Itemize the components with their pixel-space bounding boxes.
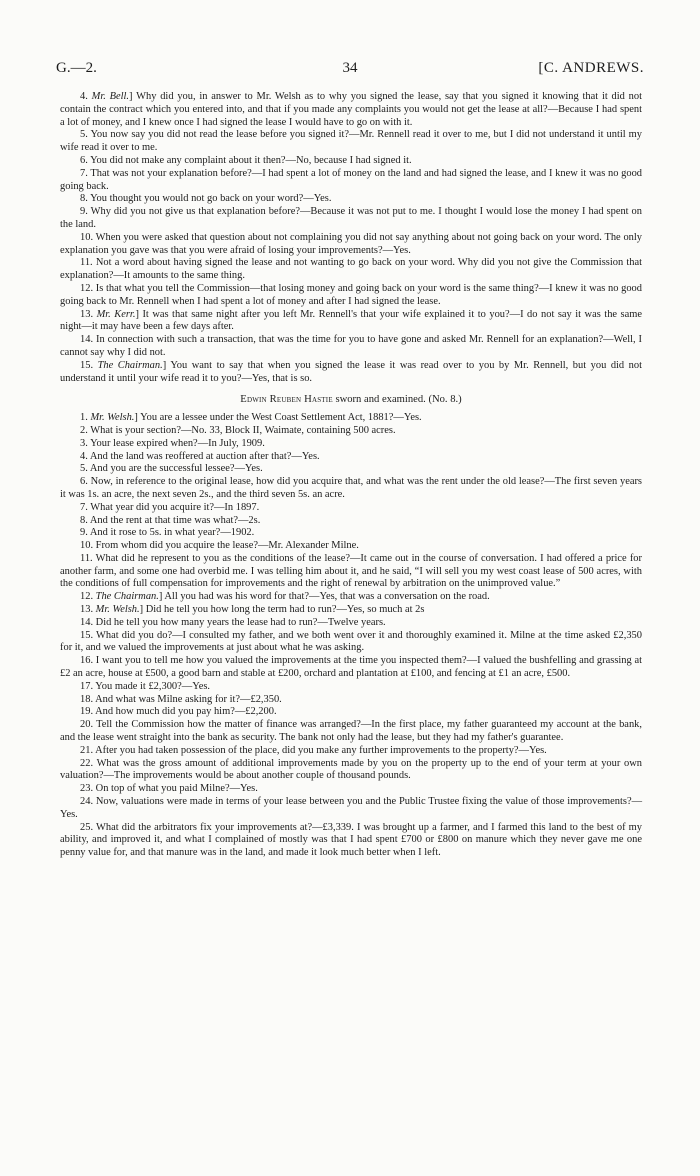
speaker-bracket: ] — [162, 359, 171, 371]
question-number: 1. — [80, 412, 88, 424]
qa-text: Why did you, in answer to Mr. Welsh as to why you signed the lease, say that you signed it knowing that it did not contain the contract which you entered into, and that if you made any complaints you would not get the lease at all?—Because I had spent a lot of money, and I knew once I had signed the lease I would have to go on with it. — [60, 91, 643, 128]
question-number: 5. — [80, 129, 88, 141]
qa-paragraph — [60, 193, 642, 206]
qa-paragraph — [60, 681, 642, 694]
witness-heading — [60, 394, 642, 407]
question-number: 18. — [80, 693, 94, 705]
qa-paragraph — [60, 617, 642, 630]
testimony-section-andrews — [60, 91, 642, 385]
qa-text: After you had taken possession of the place, did you make any further improvements to the property?—Yes. — [95, 744, 547, 756]
question-number: 10. — [80, 231, 94, 243]
qa-text: You now say you did not read the lease before you signed it?—Mr. Rennell read it over to me, but I did not understand it until my wife read it over to me. — [60, 129, 642, 154]
qa-paragraph — [60, 451, 642, 464]
qa-paragraph — [60, 553, 642, 591]
question-number: 4. — [80, 450, 88, 462]
speaker-name: Mr. Welsh. — [95, 604, 140, 616]
question-number: 16. — [80, 655, 94, 667]
qa-paragraph — [60, 694, 642, 707]
testimony-section-hastie — [60, 412, 642, 860]
qa-paragraph — [60, 129, 642, 155]
qa-text: You want to say that when you signed the lease it was read over to you by Mr. Rennell, but you did not understand it until your wife read it to you?—Yes, that is so. — [60, 359, 643, 384]
qa-text: Now, in reference to the original lease, how did you acquire that, and what was the rent under the old lease?—The first seven years it was 1s. an acre, the next seven 2s., and the third seven 5s. an acre. — [60, 476, 642, 500]
question-number: 6. — [80, 476, 88, 488]
qa-text: That was not your explanation before?—I had spent a lot of money on the land and had signed the lease, and I knew it was no good going back. — [60, 167, 643, 192]
qa-paragraph — [60, 527, 642, 540]
question-number: 23. — [80, 783, 94, 795]
question-number: 15. — [80, 629, 94, 641]
qa-paragraph — [60, 822, 642, 860]
qa-paragraph — [60, 591, 642, 604]
speaker-name: Mr. Bell. — [91, 91, 130, 102]
qa-paragraph — [60, 283, 642, 309]
question-number: 6. — [80, 154, 88, 166]
qa-text: What year did you acquire it?—In 1897. — [90, 501, 260, 513]
qa-paragraph — [60, 783, 642, 796]
question-number: 12. — [80, 591, 94, 603]
witness-number: (No. 8.) — [428, 394, 462, 406]
speaker-name: Mr. Kerr. — [96, 308, 136, 320]
qa-text: You are a lessee under the West Coast Settlement Act, 1881?—Yes. — [140, 412, 422, 424]
question-number: 4. — [80, 91, 88, 102]
speaker-bracket: ] — [139, 604, 146, 616]
qa-paragraph — [60, 502, 642, 515]
qa-text: Now, valuations were made in terms of your lease between you and the Public Trustee fixing the value of those improvements?—Yes. — [60, 796, 643, 820]
qa-text: Did he tell you how many years the lease had to run?—Twelve years. — [95, 616, 386, 628]
qa-text: And what was Milne asking for it?—£2,350. — [95, 693, 282, 705]
speaker-name: The Chairman. — [95, 591, 159, 603]
witness-name: Edwin Reuben Hastie — [240, 394, 333, 406]
qa-paragraph — [60, 515, 642, 528]
question-number: 7. — [80, 167, 88, 179]
speaker-bracket: ] — [129, 91, 137, 102]
qa-text: And you are the successful lessee?—Yes. — [89, 463, 263, 475]
qa-text: And how much did you pay him?—£2,200. — [95, 706, 277, 718]
question-number: 12. — [80, 282, 94, 294]
qa-paragraph — [60, 91, 642, 129]
question-number: 22. — [80, 757, 94, 769]
qa-paragraph — [60, 412, 642, 425]
qa-text: And the rent at that time was what?—2s. — [89, 514, 261, 526]
question-number: 7. — [80, 501, 88, 513]
qa-paragraph — [60, 257, 642, 283]
question-number: 10. — [80, 540, 94, 552]
speaker-bracket: ] — [135, 308, 143, 320]
qa-text: Tell the Commission how the matter of finance was arranged?—In the first place, my father guaranteed my account at the bank, and the lease went straight into the bank as security. The bank not only had the lease, but they had my father's guarantee. — [60, 719, 642, 744]
qa-paragraph — [60, 540, 642, 553]
question-number: 21. — [80, 744, 94, 756]
qa-text: Is that what you tell the Commission—that losing money and going back on your word is the same thing?—I knew it was no good going back to Mr. Rennell when I had spent a lot of money and after I had signed the lease. — [60, 282, 642, 307]
qa-paragraph — [60, 155, 642, 168]
question-number: 15. — [80, 359, 94, 371]
qa-text: In connection with such a transaction, that was the time for you to have gone and asked Mr. Rennell for an explanation?—Well, I cannot say why I did not. — [60, 334, 643, 358]
qa-text: Why did you not give us that explanation before?—Because it was not put to me. I thought I would lose the money I had spent on the land. — [60, 206, 642, 230]
question-number: 8. — [80, 514, 88, 526]
qa-paragraph — [60, 360, 642, 386]
page-number: 34 — [342, 60, 358, 76]
question-number: 14. — [80, 616, 94, 628]
qa-paragraph — [60, 309, 642, 335]
qa-paragraph — [60, 334, 642, 360]
qa-text: On top of what you paid Milne?—Yes. — [95, 783, 258, 795]
qa-paragraph — [60, 758, 642, 784]
witness-sworn: sworn and examined. — [335, 394, 426, 406]
qa-text: You made it £2,300?—Yes. — [95, 680, 211, 692]
question-number: 13. — [80, 604, 94, 616]
speaker-name: Mr. Welsh. — [90, 412, 135, 424]
question-number: 9. — [80, 527, 88, 539]
qa-text: What did you do?—I consulted my father, and we both went over it and thoroughly examined it. Milne at the time asked £2,350 for it, and we valued the improvements at just about what he was asking. — [60, 629, 642, 654]
qa-text: And the land was reoffered at auction after that?—Yes. — [89, 450, 320, 462]
question-number: 8. — [80, 193, 88, 205]
speaker-name: The Chairman. — [97, 359, 163, 371]
qa-paragraph — [60, 706, 642, 719]
qa-paragraph — [60, 425, 642, 438]
qa-paragraph — [60, 463, 642, 476]
question-number: 5. — [80, 463, 88, 475]
question-number: 11. — [80, 552, 93, 564]
qa-text: You thought you would not go back on your word?—Yes. — [90, 193, 332, 205]
qa-paragraph — [60, 604, 642, 617]
qa-text: Did he tell you how long the term had to run?—Yes, so much at 2s — [145, 604, 425, 616]
qa-paragraph — [60, 168, 642, 194]
qa-paragraph — [60, 476, 642, 502]
question-number: 20. — [80, 719, 94, 731]
speaker-bracket: ] — [158, 591, 165, 603]
qa-text: You did not make any complaint about it then?—No, because I had signed it. — [90, 154, 412, 166]
question-number: 14. — [80, 334, 94, 346]
qa-text: What is your section?—No. 33, Block II, Waimate, containing 500 acres. — [90, 424, 396, 436]
qa-text: From whom did you acquire the lease?—Mr. Alexander Milne. — [95, 540, 359, 552]
speaker-bracket: ] — [134, 412, 141, 424]
qa-text: All you had was his word for that?—Yes, that was a conversation on the road. — [164, 591, 490, 603]
page-header — [56, 60, 644, 80]
qa-paragraph — [60, 745, 642, 758]
qa-text: It was that same night after you left Mr. Rennell's that your wife explained it to you?—I do not say it was the same night—it may have been a few days after. — [60, 308, 642, 333]
qa-paragraph — [60, 655, 642, 681]
question-number: 17. — [80, 680, 94, 692]
qa-paragraph — [60, 719, 642, 745]
qa-paragraph — [60, 232, 642, 258]
transcript-body — [60, 91, 642, 860]
qa-paragraph — [60, 630, 642, 656]
qa-text: I want you to tell me how you valued the improvements at the time you inspected them?—I valued the bushfelling and grassing at £2 an acre, house at £500, a good barn and stable at £200, orchard and plantation at £100, and fencing at £1 an acre, £500. — [60, 655, 642, 680]
qa-text: Your lease expired when?—In July, 1909. — [90, 437, 265, 449]
qa-text: When you were asked that question about not complaining you did not say anything about not going back on your word. The only explanation you gave was that you were afraid of losing your improvements?—Yes. — [60, 231, 643, 256]
qa-paragraph — [60, 206, 642, 232]
question-number: 9. — [80, 206, 88, 218]
qa-text: What did he represent to you as the conditions of the lease?—It came out in the course of conversation. I had offered a price for another farm, and some one had overbid me. I was telling him about it, and he said, “I will sell you my west coast lease of 500 acres, with the conditions of full compensation for improvements and the right of renewal by arbitration on the unimproved value.” — [60, 552, 643, 590]
question-number: 3. — [80, 437, 88, 449]
qa-paragraph — [60, 796, 642, 822]
question-number: 11. — [80, 257, 93, 269]
question-number: 13. — [80, 308, 94, 320]
question-number: 25. — [80, 821, 94, 833]
question-number: 19. — [80, 706, 94, 718]
qa-text: What did the arbitrators fix your improvements at?—£3,339. I was brought up a farmer, and I farmed this land to the best of my ability, and improved it, and what I complained of mostly was that I had spent £700 or £800 on manure which they never gave me one penny value for, and that manure was in the land, and made it look much better when I left. — [60, 821, 643, 859]
witness-running-head: [C. ANDREWS. — [538, 60, 644, 76]
question-number: 2. — [80, 424, 88, 436]
qa-paragraph — [60, 438, 642, 451]
report-code: G.—2. — [56, 60, 97, 76]
qa-text: Not a word about having signed the lease and not wanting to go back on your word. Why did you not give the Commission that explanation?—It amounts to the same thing. — [60, 257, 643, 282]
qa-text: What was the gross amount of additional improvements made by you on the property up to the end of your term at your own valuation?—The improvements would be about another couple of thousand pounds. — [60, 757, 642, 782]
question-number: 24. — [80, 796, 94, 808]
qa-text: And it rose to 5s. in what year?—1902. — [89, 527, 255, 539]
